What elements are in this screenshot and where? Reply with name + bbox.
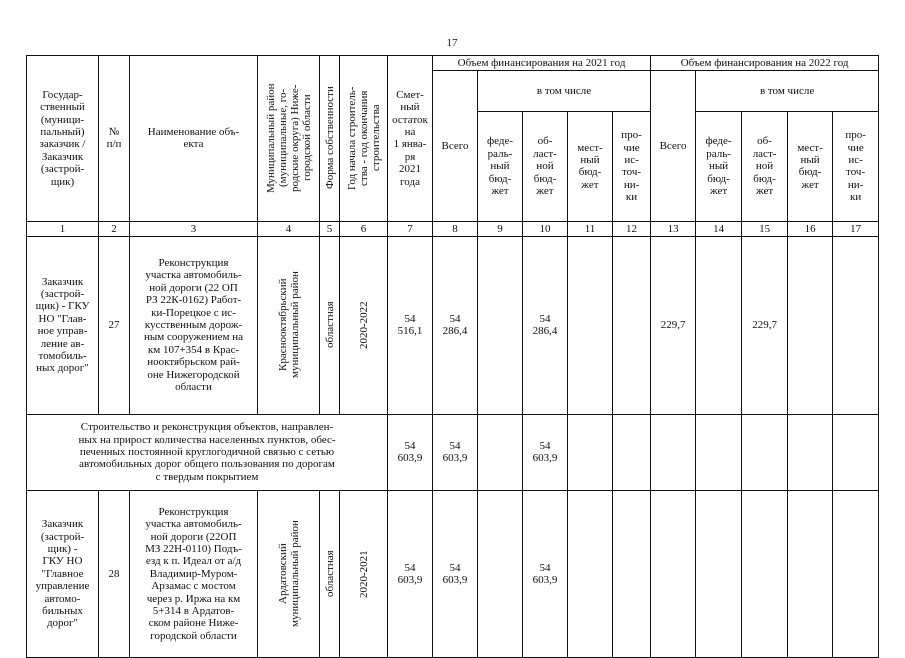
header-regional-2021: об- ласт- ной бюд- жет bbox=[523, 111, 568, 221]
header-years bbox=[340, 56, 388, 222]
column-number: 3 bbox=[130, 221, 258, 236]
row-27-regional-2021: 54 286,4 bbox=[523, 236, 568, 414]
header-other-2021: про- чие ис- точ- ни- ки bbox=[613, 111, 651, 221]
row-28-total-2022 bbox=[651, 490, 696, 658]
row-28-district-text: Ардатовский муниципальный район bbox=[276, 520, 301, 628]
header-row-1 bbox=[27, 56, 879, 71]
row-27-regional-2022: 229,7 bbox=[742, 236, 788, 414]
row-28-ownership-text: областная bbox=[323, 550, 336, 598]
row-27-years bbox=[340, 236, 388, 414]
header-total-2021: Всего bbox=[433, 71, 478, 221]
row-27-federal-2022 bbox=[696, 236, 742, 414]
row-27-district-text: Краснооктябрьский муниципальный район bbox=[276, 271, 301, 379]
header-federal-2021: феде- раль- ный бюд- жет bbox=[478, 111, 523, 221]
header-fin-2022: Объем финансирования на 2022 год bbox=[651, 56, 879, 71]
row-28-local-2022 bbox=[788, 490, 833, 658]
row-28-federal-2021 bbox=[478, 490, 523, 658]
header-fin-2021: Объем финансирования на 2021 год bbox=[433, 56, 651, 71]
section-local-2021 bbox=[568, 414, 613, 490]
column-number: 9 bbox=[478, 221, 523, 236]
row-27-local-2021 bbox=[568, 236, 613, 414]
column-number: 13 bbox=[651, 221, 696, 236]
row-27-federal-2021 bbox=[478, 236, 523, 414]
section-total-2022 bbox=[651, 414, 696, 490]
column-number: 11 bbox=[568, 221, 613, 236]
section-title: Строительство и реконструкция объектов, направлен- ных на прирост количества населенных пунктов, обес- печенных постоянной круглогодичной связью с сетью автомобильных дорог общего пользования по дорогам с твердым покрытием bbox=[27, 414, 388, 490]
page-number: 17 bbox=[446, 37, 458, 49]
section-estimate: 54 603,9 bbox=[388, 414, 433, 490]
column-number: 15 bbox=[742, 221, 788, 236]
section-local-2022 bbox=[788, 414, 833, 490]
row-27-district bbox=[258, 236, 320, 414]
header-including-2022: в том числе bbox=[696, 71, 879, 111]
row-27-local-2022 bbox=[788, 236, 833, 414]
header-number: № п/п bbox=[99, 56, 130, 222]
section-other-2022 bbox=[833, 414, 879, 490]
row-28-number: 28 bbox=[99, 490, 130, 658]
column-number: 2 bbox=[99, 221, 130, 236]
row-27-other-2022 bbox=[833, 236, 879, 414]
row-28-regional-2021: 54 603,9 bbox=[523, 490, 568, 658]
column-number-row bbox=[27, 221, 879, 236]
column-number: 8 bbox=[433, 221, 478, 236]
row-27-customer: Заказчик (застрой- щик) - ГКУ НО "Глав- ное управ- ление ав- томобиль- ных дорог" bbox=[27, 236, 99, 414]
row-27-other-2021 bbox=[613, 236, 651, 414]
row-28-years-text: 2020-2021 bbox=[357, 550, 370, 598]
row-28-estimate: 54 603,9 bbox=[388, 490, 433, 658]
row-27-object: Реконструкция участка автомобиль- ной дороги (22 ОП РЗ 22К-0162) Работ- ки-Порецкое с ис- кусственным дорож- ным сооружением на км 107+354 в Крас- нооктябрьском рай- оне Нижегородской области bbox=[130, 236, 258, 414]
row-28-years bbox=[340, 490, 388, 658]
column-number: 12 bbox=[613, 221, 651, 236]
row-27-total-2022: 229,7 bbox=[651, 236, 696, 414]
column-number: 17 bbox=[833, 221, 879, 236]
header-local-2022: мест- ный бюд- жет bbox=[788, 111, 833, 221]
section-regional-2021: 54 603,9 bbox=[523, 414, 568, 490]
row-28-ownership bbox=[320, 490, 340, 658]
column-number: 6 bbox=[340, 221, 388, 236]
row-27-total-2021: 54 286,4 bbox=[433, 236, 478, 414]
header-district bbox=[258, 56, 320, 222]
row-27-ownership bbox=[320, 236, 340, 414]
table-row-28 bbox=[27, 490, 879, 658]
section-federal-2021 bbox=[478, 414, 523, 490]
header-local-2021: мест- ный бюд- жет bbox=[568, 111, 613, 221]
header-federal-2022: феде- раль- ный бюд- жет bbox=[696, 111, 742, 221]
header-ownership bbox=[320, 56, 340, 222]
header-other-2022: про- чие ис- точ- ни- ки bbox=[833, 111, 879, 221]
header-including-2021: в том числе bbox=[478, 71, 651, 111]
section-total-2021: 54 603,9 bbox=[433, 414, 478, 490]
table-row-27 bbox=[27, 236, 879, 414]
section-federal-2022 bbox=[696, 414, 742, 490]
financing-table bbox=[26, 55, 879, 658]
section-regional-2022 bbox=[742, 414, 788, 490]
row-28-district bbox=[258, 490, 320, 658]
row-27-estimate: 54 516,1 bbox=[388, 236, 433, 414]
header-object-name: Наименование объ- екта bbox=[130, 56, 258, 222]
row-28-local-2021 bbox=[568, 490, 613, 658]
header-customer: Государ- ственный (муници- пальный) заказчик / Заказчик (застрой- щик) bbox=[27, 56, 99, 222]
row-28-total-2021: 54 603,9 bbox=[433, 490, 478, 658]
section-other-2021 bbox=[613, 414, 651, 490]
row-28-federal-2022 bbox=[696, 490, 742, 658]
column-number: 7 bbox=[388, 221, 433, 236]
row-28-customer: Заказчик (застрой- щик) - ГКУ НО "Главное управление автомо- бильных дорог" bbox=[27, 490, 99, 658]
header-estimate: Смет- ный остаток на 1 янва- ря 2021 года bbox=[388, 56, 433, 222]
row-27-number: 27 bbox=[99, 236, 130, 414]
row-28-regional-2022 bbox=[742, 490, 788, 658]
header-total-2022: Всего bbox=[651, 71, 696, 221]
row-28-other-2021 bbox=[613, 490, 651, 658]
row-27-ownership-text: областная bbox=[323, 301, 336, 349]
section-row bbox=[27, 414, 879, 490]
column-number: 16 bbox=[788, 221, 833, 236]
column-number: 1 bbox=[27, 221, 99, 236]
column-number: 5 bbox=[320, 221, 340, 236]
header-years-text: Год начала строитель- ства - год окончания строительства bbox=[345, 86, 382, 191]
row-28-other-2022 bbox=[833, 490, 879, 658]
header-regional-2022: об- ласт- ной бюд- жет bbox=[742, 111, 788, 221]
row-27-years-text: 2020-2022 bbox=[357, 301, 370, 350]
row-28-object: Реконструкция участка автомобиль- ной дороги (22ОП МЗ 22Н-0110) Подъ- езд к п. Идеал от а/д Владимир-Муром- Арзамас с мостом через р. Иржа на км 5+314 в Ардатов- ском районе Ниже- городской области bbox=[130, 490, 258, 658]
column-number: 10 bbox=[523, 221, 568, 236]
header-ownership-text: Форма собственности bbox=[323, 86, 336, 190]
column-number: 4 bbox=[258, 221, 320, 236]
header-district-text: Муниципальный район (муниципальные, го- родские округа) Ниже- городской области bbox=[264, 83, 313, 194]
column-number: 14 bbox=[696, 221, 742, 236]
